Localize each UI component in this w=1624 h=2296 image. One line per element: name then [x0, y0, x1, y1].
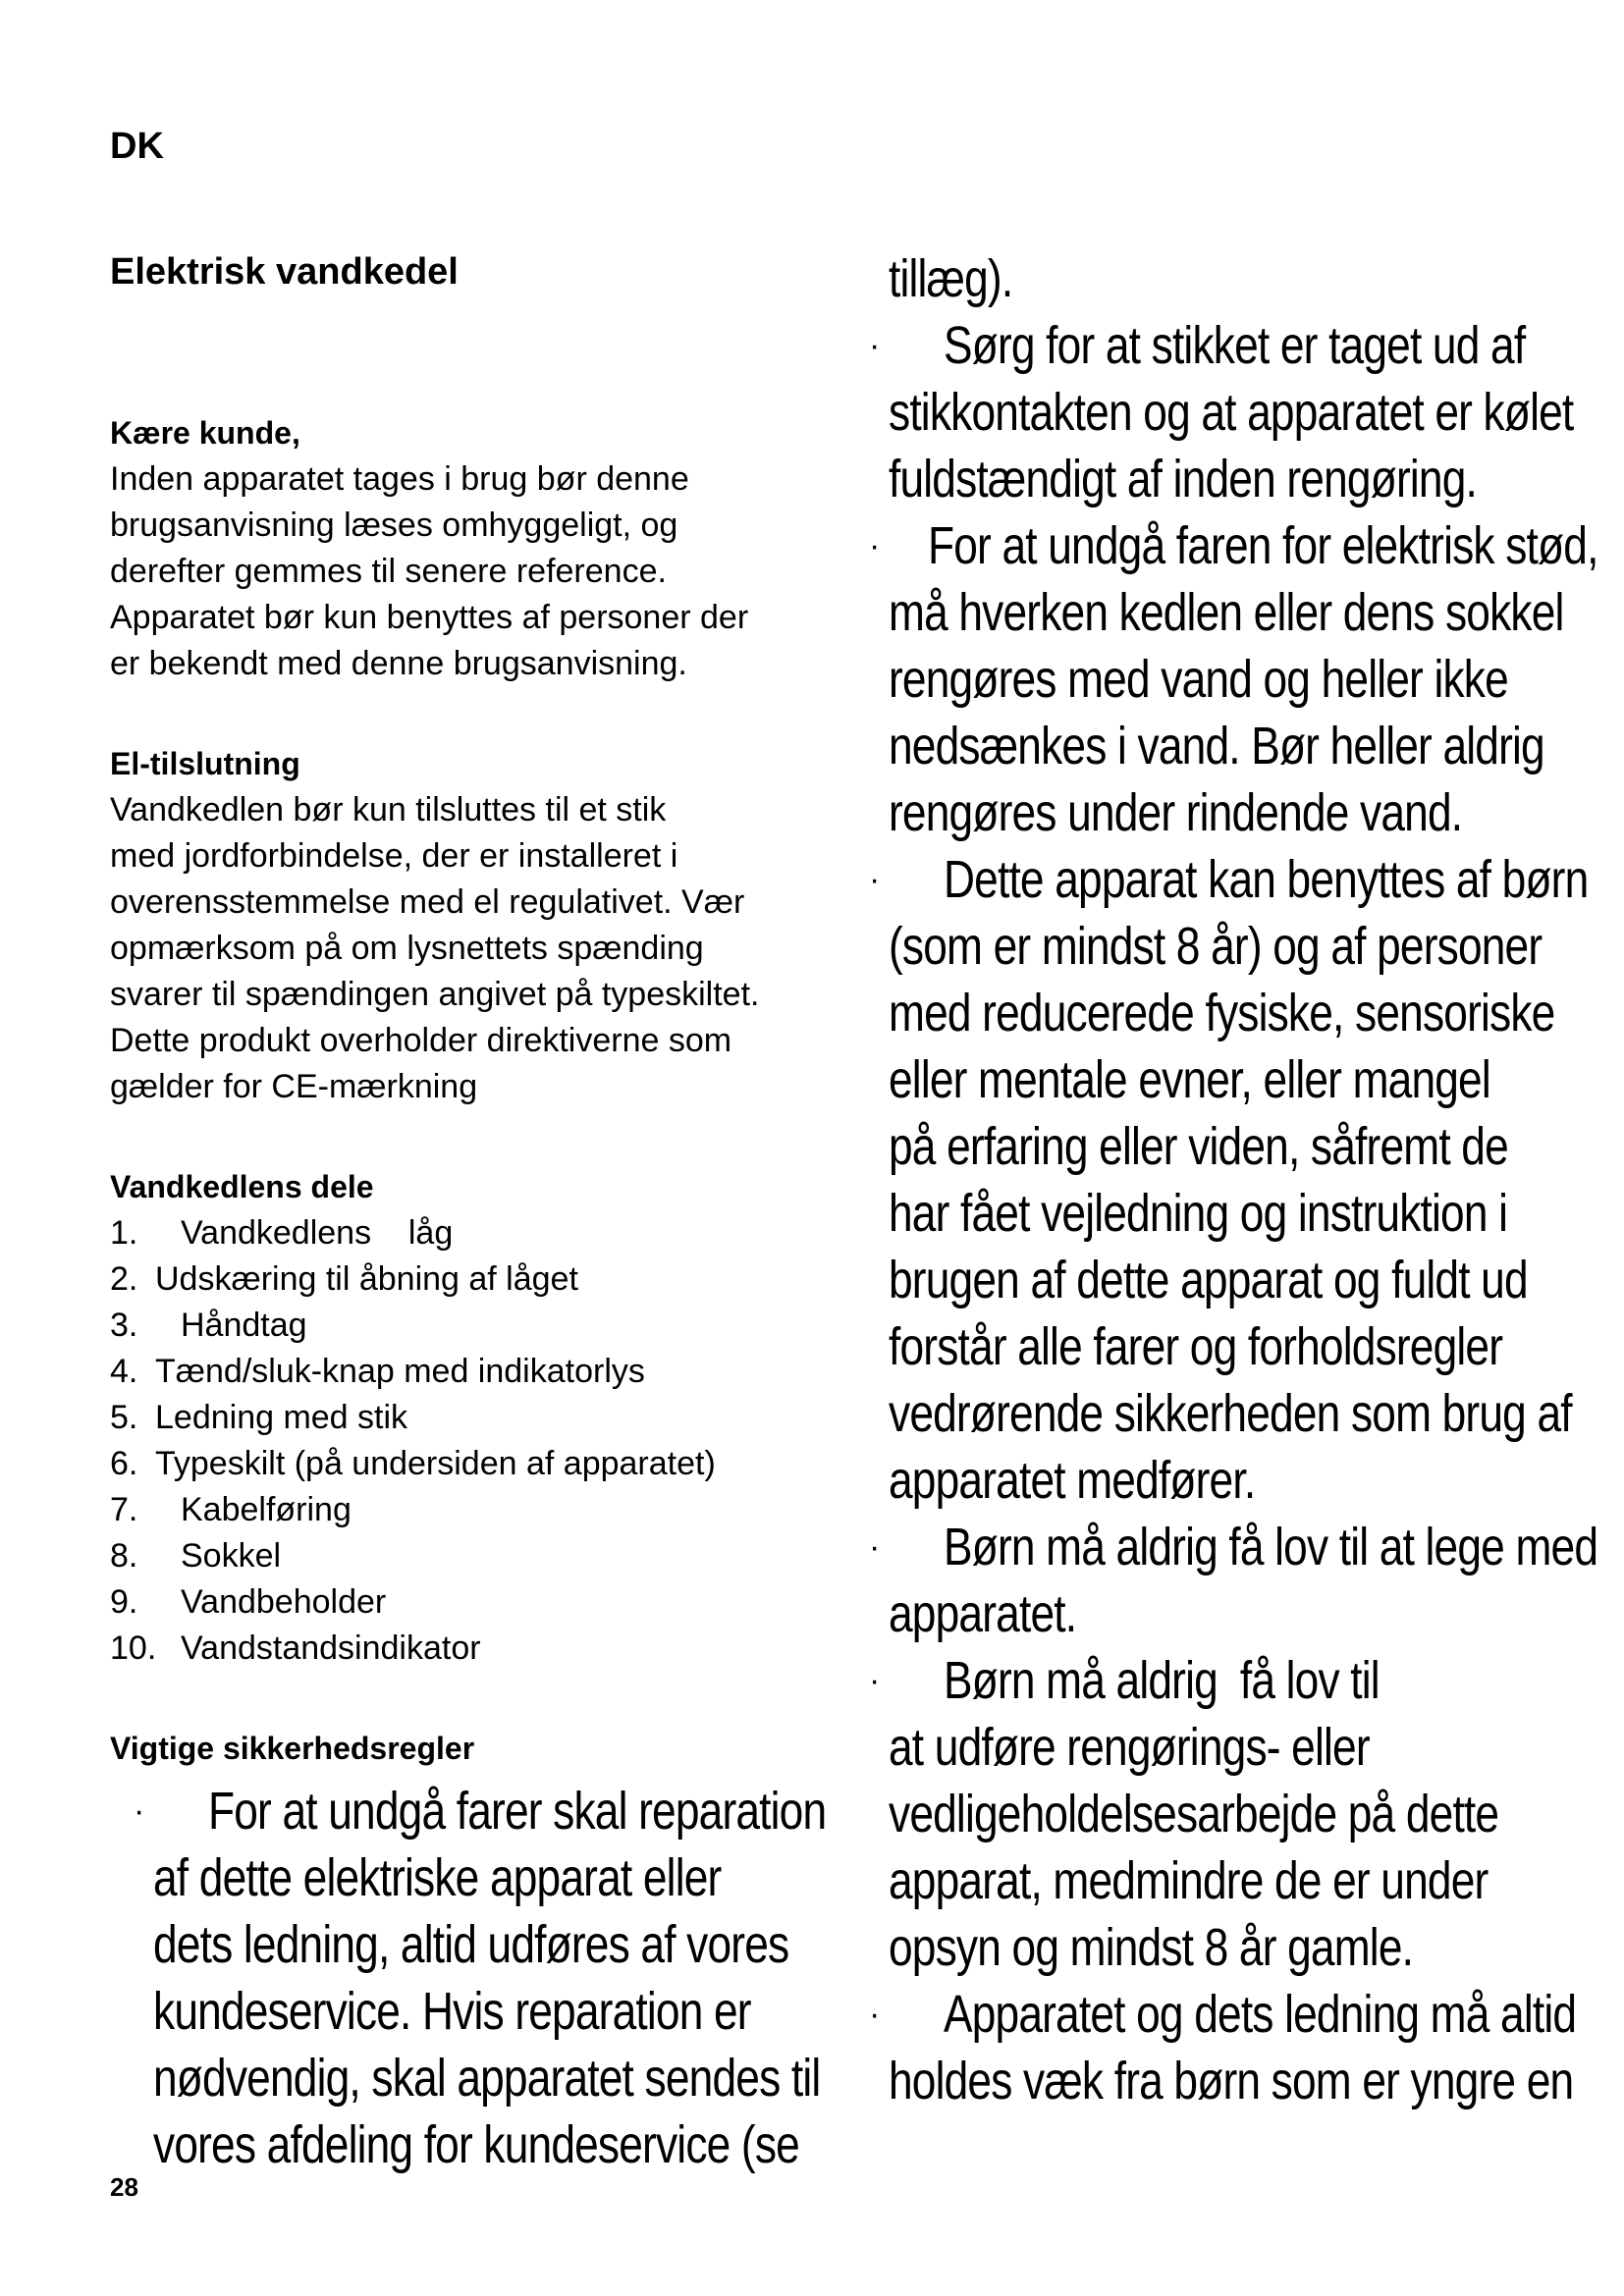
- list-item: [110, 1487, 797, 1533]
- bullet-line: vedligeholdelsesarbejde på dette: [889, 1785, 1499, 1843]
- item-text: Sokkel: [181, 1537, 282, 1575]
- bullet-line: har fået vejledning og instruktion i: [889, 1184, 1508, 1243]
- bullet-line: apparatet medfører.: [889, 1451, 1256, 1510]
- electric-line: Dette produkt overholder direktiverne som: [110, 1022, 732, 1059]
- electric-line: Vandkedlen bør kun tilsluttes til et stik: [110, 791, 667, 828]
- safety-heading: Vigtige sikkerhedsregler: [110, 1731, 475, 1766]
- bullet-line: eller mentale evner, eller mangel: [889, 1050, 1490, 1109]
- intro-section: [110, 409, 797, 687]
- bullet-icon: ·: [869, 1996, 881, 2033]
- bullet-line: kundeservice. Hvis reparation er: [153, 1982, 751, 2041]
- bullet-line: For at undgå faren for elektrisk stød,: [928, 516, 1598, 575]
- bullet-line: nedsænkes i vand. Bør heller aldrig: [889, 717, 1544, 775]
- left-column: [110, 251, 827, 2178]
- electric-line: svarer til spændingen angivet på typeskiltet.: [110, 976, 760, 1013]
- intro-line: derefter gemmes til senere reference.: [110, 553, 667, 590]
- electric-line: overensstemmelse med el regulativet. Vær: [110, 883, 745, 921]
- safety-bullet-item: [869, 512, 1598, 846]
- electric-line: med jordforbindelse, der er installeret i: [110, 837, 678, 875]
- safety-bullet-item: [134, 1778, 827, 2178]
- list-item: [110, 1303, 797, 1349]
- item-text: Kabelføring: [181, 1491, 352, 1528]
- bullet-line: nødvendig, skal apparatet sendes til: [153, 2049, 821, 2108]
- intro-line: Apparatet bør kun benyttes af personer der: [110, 599, 749, 636]
- item-text: Ledning med stik: [155, 1399, 408, 1436]
- item-text: Vandbeholder: [181, 1583, 387, 1621]
- list-item: [110, 1349, 797, 1395]
- bullet-line: fuldstændigt af inden rengøring.: [889, 450, 1477, 508]
- item-text: Vandstandsindikator: [181, 1629, 481, 1667]
- bullet-icon: ·: [869, 861, 881, 898]
- bullet-line: må hverken kedlen eller dens sokkel: [889, 583, 1564, 642]
- bullet-line: opsyn og mindst 8 år gamle.: [889, 1918, 1414, 1977]
- safety-bullet-item: [869, 312, 1576, 512]
- page-title: Elektrisk vandkedel: [110, 251, 459, 293]
- bullet-line: af dette elektriske apparat eller: [153, 1848, 722, 1907]
- electric-section: [110, 740, 797, 1110]
- list-item: [110, 1579, 797, 1626]
- bullet-icon: ·: [869, 327, 881, 364]
- safety-bullet-item: [869, 1514, 1598, 1647]
- bullet-line: stikkontakten og at apparatet er kølet: [889, 383, 1574, 442]
- item-text: Udskæring til åbning af låget: [155, 1260, 578, 1298]
- item-number: 10.: [110, 1629, 157, 1667]
- item-number: 8.: [110, 1537, 138, 1575]
- item-number: 4.: [110, 1353, 138, 1390]
- bullet-line: Børn må aldrig få lov til at lege med: [944, 1518, 1598, 1576]
- bullet-icon: ·: [869, 1662, 881, 1699]
- safety-section: [110, 1725, 827, 2178]
- bullet-icon: ·: [869, 527, 881, 564]
- bullet-line: dets ledning, altid udføres af vores: [153, 1915, 789, 1974]
- intro-line: brugsanvisning læses omhyggeligt, og: [110, 507, 678, 544]
- item-number: 9.: [110, 1583, 138, 1621]
- bullet-line: rengøres med vand og heller ikke: [889, 650, 1508, 709]
- item-number: 1.: [110, 1214, 138, 1252]
- intro-line: er bekendt med denne brugsanvisning.: [110, 645, 687, 682]
- item-number: 2.: [110, 1260, 138, 1298]
- safety-bullet-item: [869, 846, 1589, 1514]
- bullet-line: Børn må aldrig få lov til: [944, 1651, 1380, 1710]
- bullet-line: For at undgå farer skal reparation: [208, 1782, 827, 1841]
- item-number: 3.: [110, 1307, 138, 1344]
- electric-line: gælder for CE-mærkning: [110, 1068, 478, 1105]
- item-text: Typeskilt (på undersiden af apparatet): [155, 1445, 716, 1482]
- bullet-icon: ·: [134, 1792, 145, 1830]
- continuation-text: [889, 245, 1576, 312]
- bullet-line: at udføre rengørings- eller: [889, 1718, 1370, 1777]
- bullet-line: Sørg for at stikket er taget ud af: [944, 316, 1526, 375]
- list-item: [110, 1626, 797, 1672]
- bullet-line: (som er mindst 8 år) og af personer: [889, 917, 1543, 976]
- language-label: DK: [110, 126, 164, 167]
- item-text: Vandkedlens låg: [181, 1214, 454, 1252]
- safety-bullet-item: [869, 1981, 1577, 2114]
- bullet-line: vedrørende sikkerheden som brug af: [889, 1384, 1572, 1443]
- electric-line: opmærksom på om lysnettets spænding: [110, 930, 704, 967]
- parts-heading: Vandkedlens dele: [110, 1169, 374, 1204]
- intro-line: Inden apparatet tages i brug bør denne: [110, 460, 689, 498]
- page-number: 28: [110, 2172, 138, 2202]
- bullet-icon: ·: [869, 1528, 881, 1566]
- bullet-line: Apparatet og dets ledning må altid: [944, 1985, 1577, 2044]
- bullet-line: med reducerede fysiske, sensoriske: [889, 984, 1555, 1042]
- bullet-line: holdes væk fra børn som er yngre en: [889, 2052, 1574, 2110]
- bullet-line: på erfaring eller viden, såfremt de: [889, 1117, 1508, 1176]
- bullet-line: rengøres under rindende vand.: [889, 783, 1463, 842]
- item-number: 7.: [110, 1491, 138, 1528]
- item-text: Tænd/sluk-knap med indikatorlys: [155, 1353, 645, 1390]
- bullet-line: apparatet.: [889, 1584, 1077, 1643]
- list-item: [110, 1395, 797, 1441]
- list-item: [110, 1256, 797, 1303]
- item-number: 6.: [110, 1445, 138, 1482]
- bullet-line: tillæg).: [889, 249, 1013, 308]
- bullet-line: Dette apparat kan benyttes af børn: [944, 850, 1589, 909]
- intro-heading: Kære kunde,: [110, 415, 300, 451]
- bullet-line: apparat, medmindre de er under: [889, 1851, 1489, 1910]
- list-item: [110, 1533, 797, 1579]
- item-number: 5.: [110, 1399, 138, 1436]
- parts-list: [110, 1210, 797, 1672]
- bullet-line: brugen af dette apparat og fuldt ud: [889, 1251, 1528, 1309]
- electric-heading: El-tilslutning: [110, 746, 300, 781]
- list-item: [110, 1210, 797, 1256]
- right-column: [869, 245, 1598, 2114]
- safety-bullet-item: [869, 1647, 1576, 1981]
- item-text: Håndtag: [181, 1307, 307, 1344]
- bullet-line: forstår alle farer og forholdsregler: [889, 1317, 1503, 1376]
- parts-section: [110, 1163, 797, 1672]
- bullet-line: vores afdeling for kundeservice (se: [153, 2115, 799, 2174]
- list-item: [110, 1441, 797, 1487]
